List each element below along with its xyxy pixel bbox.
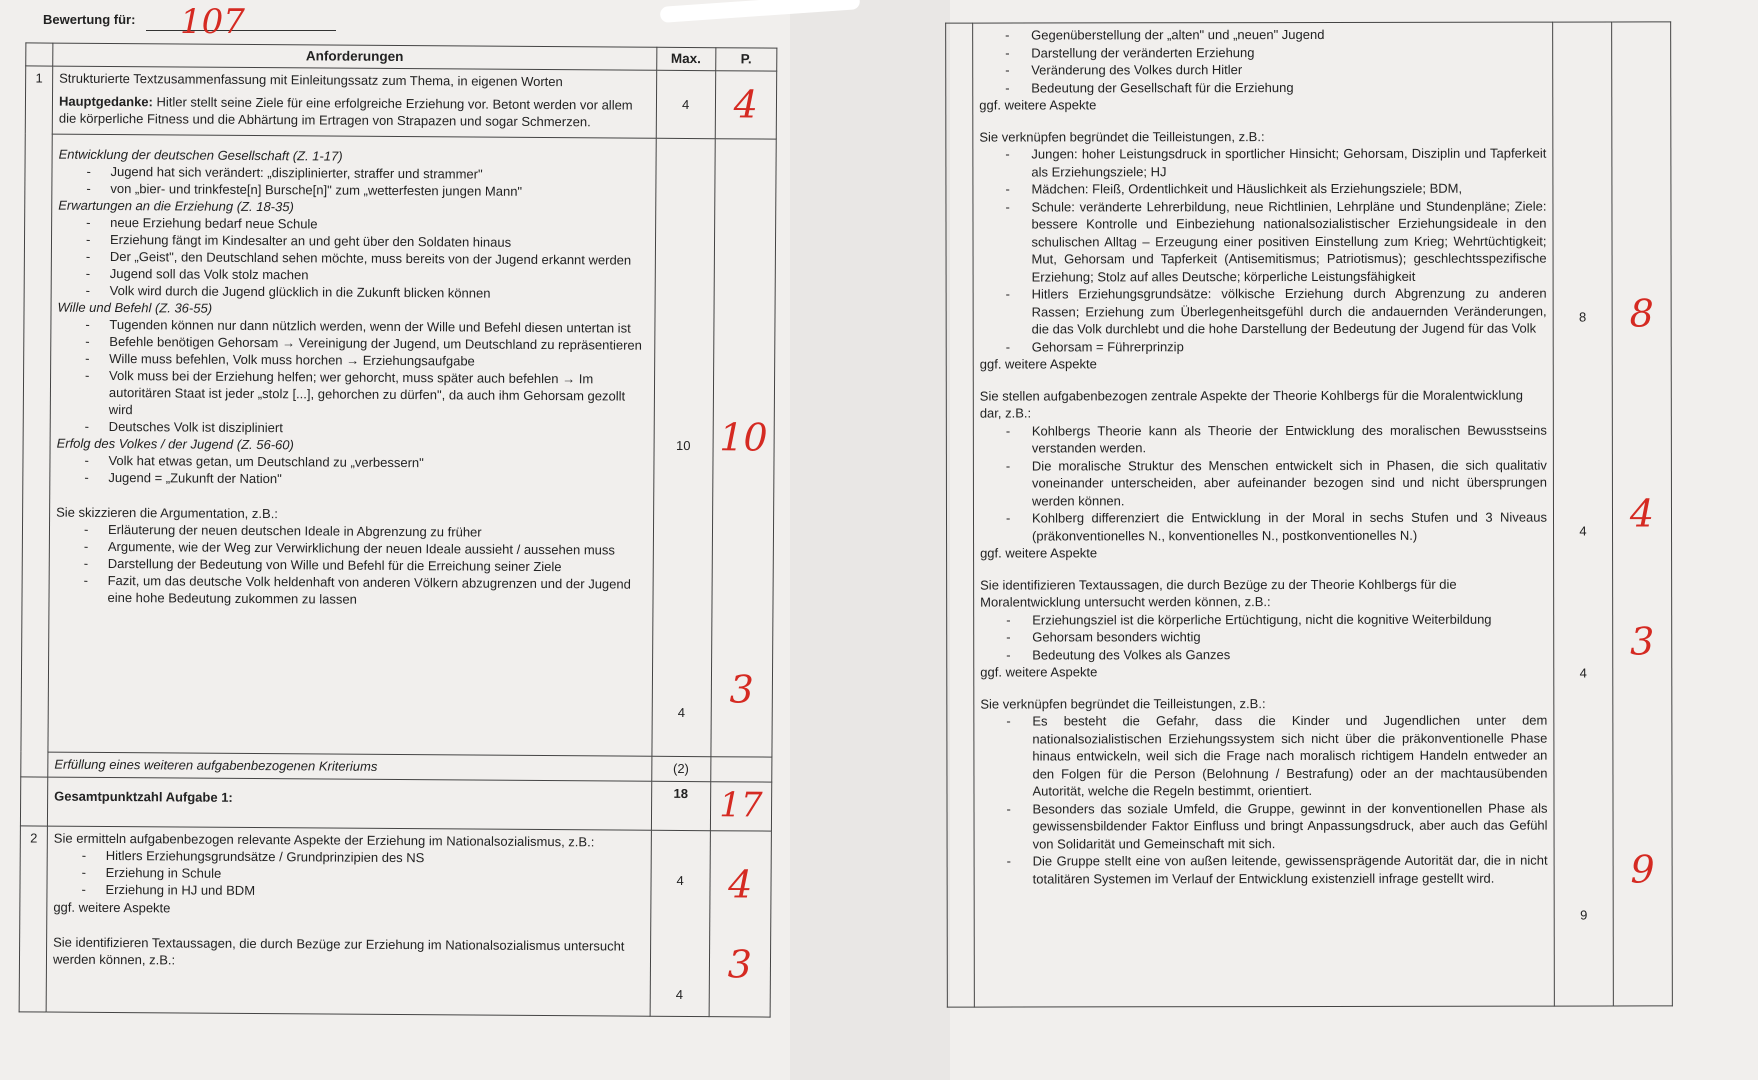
list-item: - Volk wird durch die Jugend glücklich in die Zukunft blicken können [58, 281, 649, 302]
block5-list [980, 712, 1547, 888]
task2-lead: Sie ermitteln aufgabenbezogen relevante Aspekte der Erziehung im Nationalsozialismus, z.B.: [53, 830, 595, 850]
list-item: - Kohlbergs Theorie kann als Theorie der Entwicklung des moralischen Bewusstseins verstanden werden. [980, 421, 1547, 457]
section-heading: Erfolg des Volkes / der Jugend (Z. 56-60) [56, 435, 294, 452]
right-content-cell [973, 22, 1555, 1007]
task2-score2: 3 [727, 942, 753, 987]
list-item: - Deutsches Volk ist diszipliniert [57, 417, 648, 438]
list-item: - Veränderung des Volkes durch Hitler [979, 61, 1546, 79]
argument-max-value: 4 [677, 704, 686, 720]
list-item: - Erläuterung der neuen deutschen Ideale in Abgrenzung zu früher [56, 520, 647, 541]
right-main-row [946, 22, 1673, 1007]
list-item: - Volk muss bei der Erziehung helfen; wer gehorcht, muss später auch befehlen → Im autoritären Staat ist jeder „stolz [...], gehorchen zu dürfen", da auch ihm Gehorsam gezollt wird [57, 366, 648, 421]
task2-max [650, 831, 710, 1017]
task1-total-row [20, 777, 771, 832]
block4-max: 4 [1579, 665, 1587, 681]
task1-total-number [20, 777, 47, 827]
block4-score: 3 [1630, 619, 1655, 664]
list-item: - Erziehungsziel ist die körperliche Ertüchtigung, nicht die kognitive Weiterbildung [980, 610, 1547, 628]
argument-list [55, 520, 646, 609]
task2-score: 4 [728, 862, 753, 907]
list-item: - Erziehung fängt im Kindesalter an und geht über den Soldaten hinaus [58, 230, 649, 251]
list-item: - Jugend soll das Volk stolz machen [58, 264, 649, 285]
list-item: - Fazit, um das deutsche Volk heldenhaft von anderen Völkern abzugrenzen und der Jugend eine hohe Bedeutung zukommen zu lassen [55, 571, 646, 609]
column-header-requirements: Anforderungen [53, 43, 657, 70]
task-table-right [945, 21, 1673, 1007]
task2-etc: ggf. weitere Aspekte [53, 899, 171, 916]
block2-max: 8 [1579, 309, 1587, 325]
section-list [57, 315, 648, 438]
task1-total-label: Gesamtpunktzahl Aufgabe 1: [47, 777, 651, 831]
block2-list [979, 145, 1546, 356]
list-item: - Darstellung der veränderten Erziehung [979, 43, 1546, 61]
right-max-column [1553, 22, 1614, 1006]
task1-main-row [25, 66, 776, 139]
right-block-4 [980, 575, 1547, 681]
block3-etc: ggf. weitere Aspekte [980, 545, 1098, 561]
list-item: - Die moralische Struktur des Menschen entwickelt sich in Phasen, die sich qualitativ voneinander unterscheiden, aber aufeinander bezogen sind und nicht übersprungen werden können. [980, 456, 1547, 509]
section-heading: Entwicklung der deutschen Gesellschaft (Z. 1-17) [58, 146, 343, 164]
list-item: - Jugend = „Zukunft der Nation" [56, 468, 647, 489]
column-header-number [26, 43, 53, 66]
task1-extra-label: Erfüllung eines weiteren aufgabenbezogenen Kriteriums [48, 752, 652, 782]
summary-max-value: 10 [675, 437, 691, 453]
task1-intro: Strukturierte Textzusammenfassung mit Einleitungssatz zum Thema, in eigenen Worten [59, 70, 563, 90]
block5-max: 9 [1580, 907, 1588, 923]
list-item: - von „bier- und trinkfeste[n] Bursche[n]" zum „wetterfesten jungen Mann" [58, 179, 649, 200]
list-item: - Gehorsam = Führerprinzip [980, 337, 1547, 355]
list-item: - Jugend hat sich verändert: „disziplinierter, straffer und strammer" [58, 162, 649, 183]
section-list [58, 213, 649, 302]
right-points-column [1612, 22, 1673, 1006]
list-item: - Argumente, wie der Weg zur Verwirklichung der neuen Ideale aussieht / aussehen muss [56, 537, 647, 558]
task2-lead2: Sie identifizieren Textaussagen, die durch Bezüge zur Erziehung im Nationalsozialismus untersucht werden können, z.B.: [52, 934, 625, 968]
task1-main-max [656, 70, 715, 138]
block3-max: 4 [1579, 523, 1587, 539]
task1-total-max: 18 [651, 781, 710, 831]
block4-list [980, 610, 1547, 663]
list-item: - Befehle benötigen Gehorsam → Vereinigung der Jugend, um Deutschland zu repräsentieren [57, 332, 648, 353]
block2-score: 8 [1629, 291, 1654, 336]
task1-summary-max [652, 138, 715, 756]
list-item: - Bedeutung der Gesellschaft für die Erziehung [979, 78, 1546, 96]
block1-list [979, 26, 1546, 97]
section-list [56, 451, 647, 489]
list-item: - Gegenüberstellung der „alten" und „neuen" Jugend [979, 26, 1546, 44]
task1-main-idea [59, 93, 650, 131]
list-item: - Wille muss befehlen, Volk muss horchen → Erziehungsaufgabe [57, 349, 648, 370]
right-block-1 [979, 26, 1546, 114]
task2-number: 2 [19, 826, 47, 1012]
list-item: - Der „Geist", den Deutschland sehen möchte, muss bereits von der Jugend erkannt werden [58, 247, 649, 268]
task1-total-points [710, 782, 772, 832]
task1-number: 1 [21, 66, 53, 777]
list-item: - Jungen: hoher Leistungsdruck in sportlicher Hinsicht; Gehorsam, Disziplin und Tapferkeit als Erziehungsziele; HJ [979, 145, 1546, 181]
task1-main-cell [52, 66, 656, 138]
task1-summary-row [21, 134, 776, 757]
list-item: - Es besteht die Gefahr, dass die Kinder und Jugendlichen unter dem nationalsozialistischen Erziehungssystem sich nicht über die präkonventionelle Phase hinaus entwickeln, weil sich die Frage nach moralisch richtigem Handeln entweder an den Folgen für die Person (Belohnung / Bestrafung) oder an der machtausübenden Autorität, welche die Regeln bestimmt, orientiert. [980, 712, 1547, 800]
list-item: - Darstellung der Bedeutung von Wille und Befehl für die Erreichung seiner Ziele [56, 554, 647, 575]
summary-score: 10 [719, 414, 768, 460]
task1-total-score: 17 [719, 785, 763, 826]
list-item: - Erziehung in HJ und BDM [53, 881, 644, 902]
column-header-max: Max. [656, 47, 715, 71]
list-item: - Die Gruppe stellt eine von außen leitende, gewissensprägende Autorität dar, die in nicht totalitären Systemen im Verlauf der Entwicklung existenziell infrage gestellt wird. [981, 852, 1548, 888]
right-block-3 [980, 386, 1547, 562]
task1-summary-points [711, 138, 777, 756]
section-list [58, 162, 649, 200]
list-item: - Hitlers Erziehungsgrundsätze / Grundprinzipien des NS [54, 847, 645, 868]
task2-points [709, 831, 772, 1017]
task1-main-text: Hitler stellt seine Ziele für eine erfolgreiche Erziehung vor. Betont werden vor allem die körperliche Fitness und die Abhärtung im Ertragen von Strapazen und sogar Schmerzen. [58, 94, 633, 130]
right-block-2 [979, 127, 1546, 373]
section-heading: Erwartungen an die Erziehung (Z. 18-35) [58, 197, 294, 214]
list-item: - Mädchen: Fleiß, Ordentlichkeit und Häuslichkeit als Erziehungsziele; BDM, [979, 180, 1546, 198]
argument-score: 3 [729, 666, 754, 712]
block3-score: 4 [1629, 491, 1655, 536]
header-label: Bewertung für: [43, 12, 136, 27]
argument-lead: Sie skizzieren die Argumentation, z.B.: [56, 504, 279, 521]
list-item: - Bedeutung des Volkes als Ganzes [980, 645, 1547, 663]
list-item: - Schule: veränderte Lehrerbildung, neue Richtlinien, Lehrpläne und Stundenpläne; Ziele: bessere Kontrolle und Einbeziehung nationalsozialistischer Erziehungsideale in den schulischen Alltag – Erzeugung einer positiven Einstellung zum Krieg; Wehrtüchtigkeit; Mut, Gehorsam und Tapferkeit (Antisemitismus; Patriotismus); geschlechtsspezifische Erziehung; Stolz auf alles Deutsche; körperliche Leistungsfähigkeit [979, 197, 1546, 285]
block4-lead: Sie identifizieren Textaussagen, die durch Bezüge zu der Theorie Kohlbergs für die Moralentwicklung untersucht werden können, z.B.: [980, 576, 1457, 610]
task2-list [53, 847, 644, 902]
task2-row [19, 826, 771, 1017]
right-number-column [946, 23, 975, 1007]
header-handwritten-grade: 107 [180, 2, 245, 42]
block3-list [980, 421, 1547, 544]
list-item: - Kohlberg differenziert die Entwicklung in der Moral in sechs Stufen und 3 Niveaus (präkonventionelles N., konventionelles N., postkonventionelles N.) [980, 509, 1547, 545]
block5-score: 9 [1630, 847, 1655, 892]
task1-summary-cell [48, 134, 656, 756]
list-item: - neue Erziehung bedarf neue Schule [58, 213, 649, 234]
task1-main-max-value: 4 [681, 96, 690, 112]
task-table-left [19, 42, 778, 1017]
list-item: - Hitlers Erziehungsgrundsätze: völkische Erziehung durch Abgrenzung zu anderen Rassen; Erziehung zum Überlegenheitsgefühl durch die andauernden Veränderungen, die das Volk durchlebt und die hohe Darstellung der Bedeutung der Jugend für das Volk [980, 285, 1547, 338]
list-item: - Erziehung in Schule [54, 864, 645, 885]
block3-lead: Sie stellen aufgabenbezogen zentrale Aspekte der Theorie Kohlbergs für die Moralentwicklung dar, z.B.: [979, 387, 1524, 421]
list-item: - Besonders das soziale Umfeld, die Gruppe, gewinnt in der konventionellen Phase als gewissensbildender Faktor Einfluss und bringt Anpassungsdruck, aber auch das Gefühl von Solidarität und Gemeinschaft mit sich. [980, 799, 1547, 852]
task1-main-score: 4 [733, 82, 759, 127]
list-item: - Tugenden können nur dann nützlich werden, wenn der Wille und Befehl diesen untertan ist [57, 315, 648, 336]
block1-etc: ggf. weitere Aspekte [979, 97, 1097, 113]
task1-main-label: Hauptgedanke: [58, 93, 153, 110]
list-item: - Gehorsam besonders wichtig [980, 628, 1547, 646]
task1-extra-points [710, 756, 772, 782]
block2-lead: Sie verknüpfen begründet die Teilleistungen, z.B.: [979, 128, 1265, 145]
block5-lead: Sie verknüpfen begründet die Teilleistungen, z.B.: [980, 695, 1266, 712]
column-header-points: P. [715, 48, 777, 72]
block2-etc: ggf. weitere Aspekte [979, 356, 1097, 372]
task1-main-points [715, 71, 777, 139]
list-item: - Volk hat etwas getan, um Deutschland zu „verbessern" [56, 451, 647, 472]
right-block-5 [980, 694, 1547, 887]
block4-etc: ggf. weitere Aspekte [980, 664, 1098, 680]
task2-cell [46, 826, 651, 1016]
task2-max-value: 4 [676, 873, 684, 889]
task1-extra-max: (2) [651, 756, 710, 782]
task2-max2-value: 4 [675, 987, 684, 1003]
section-heading: Wille und Befehl (Z. 36-55) [57, 299, 213, 316]
